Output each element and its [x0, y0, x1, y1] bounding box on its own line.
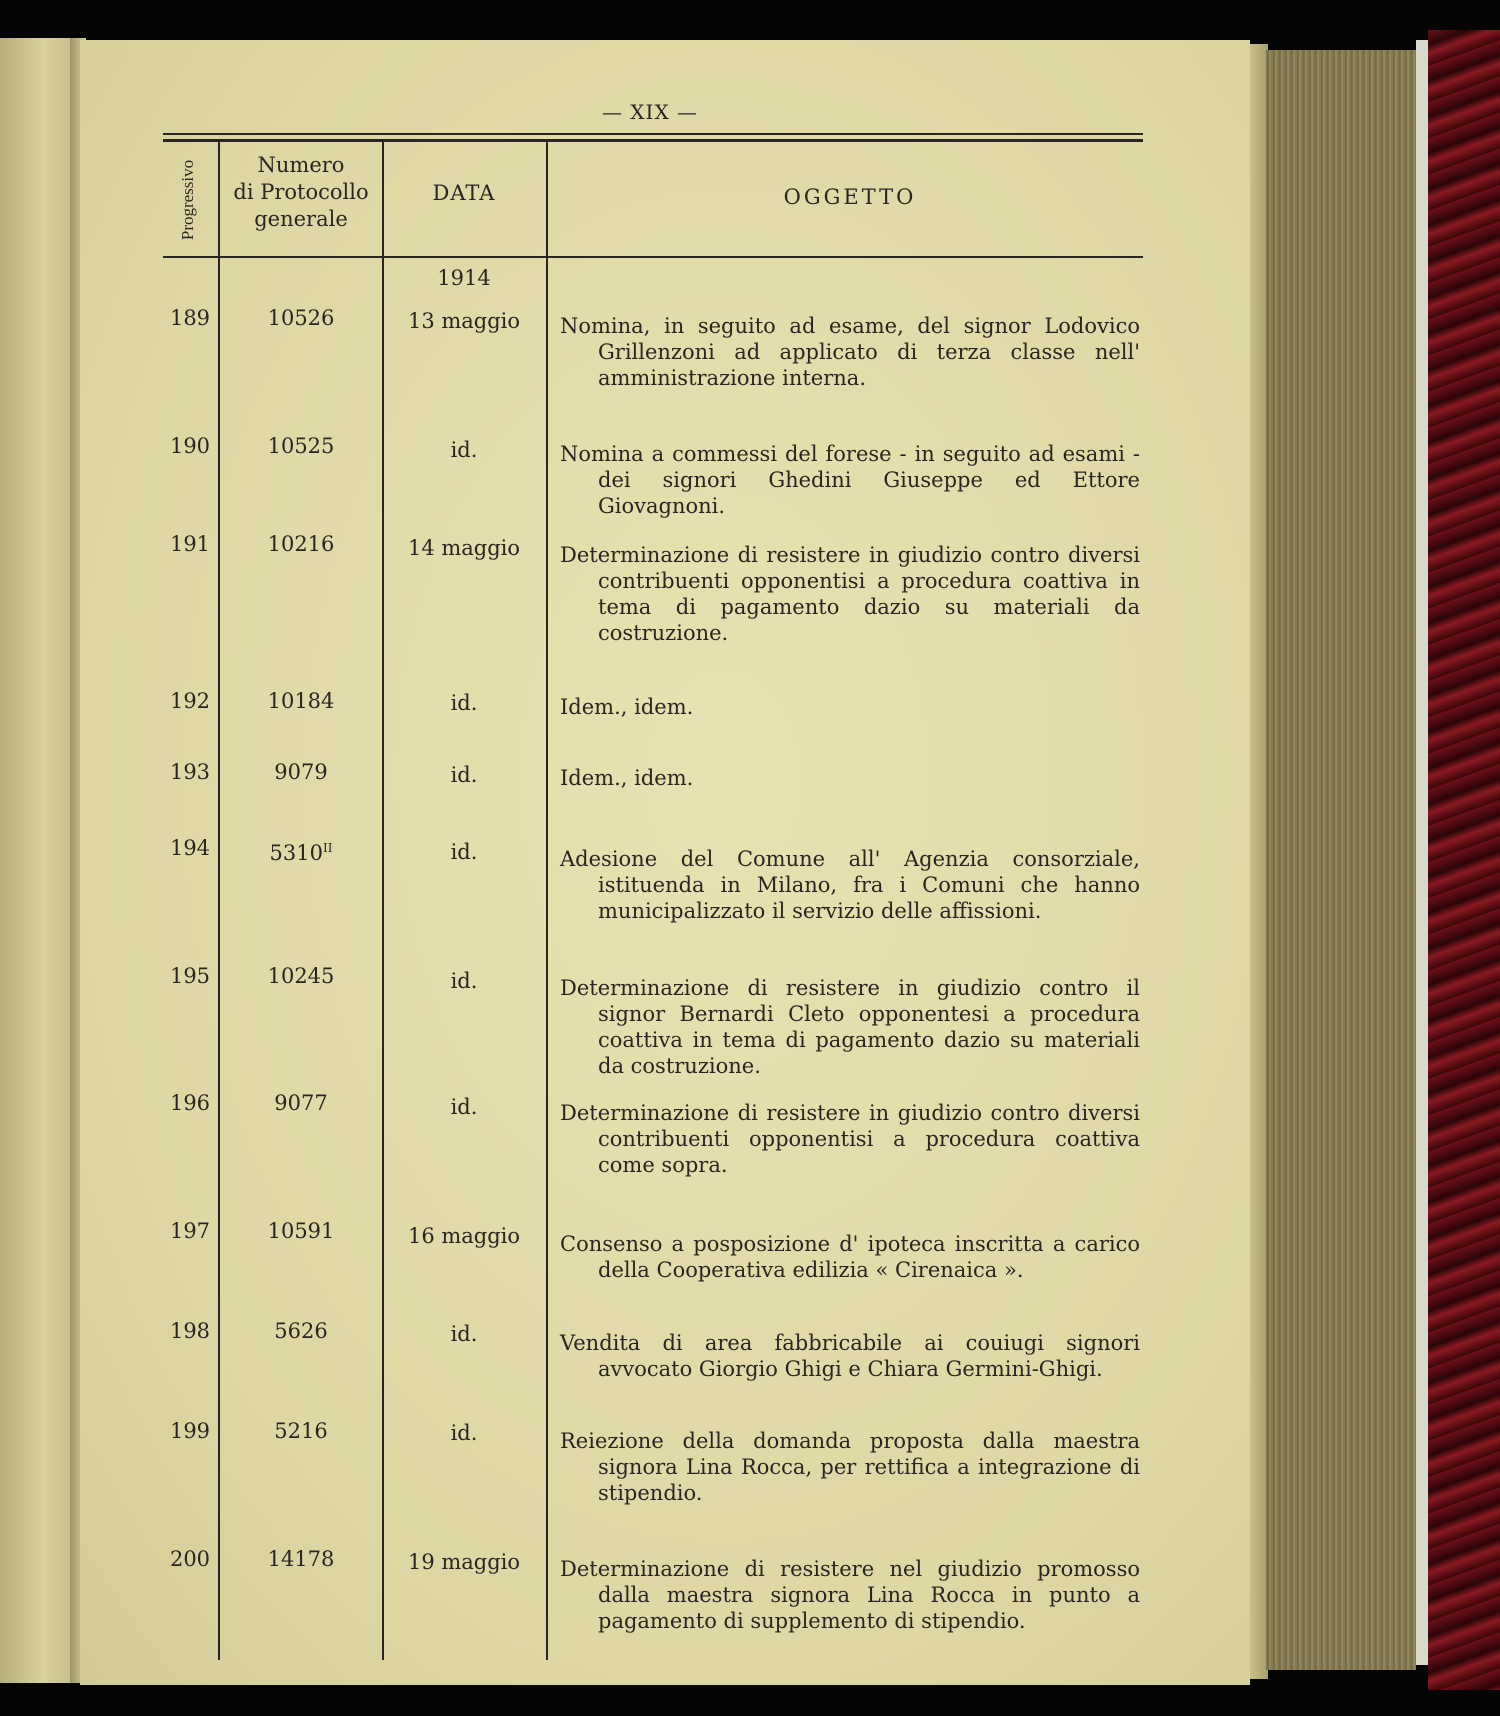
- row-progressivo: 191: [169, 532, 211, 556]
- row-protocol-number: [222, 835, 380, 866]
- row-object: Idem., idem.: [560, 766, 694, 790]
- year-label: 1914: [437, 266, 491, 290]
- row-progressivo: 196: [169, 1091, 211, 1115]
- row-object: Idem., idem.: [560, 695, 694, 719]
- header-data: DATA: [432, 181, 496, 205]
- row-date: 14 maggio: [407, 536, 521, 560]
- row-date: id.: [450, 691, 478, 715]
- row-object: Reiezione della domanda proposta dalla maestra signora Lina Rocca, per rettifica a integrazione di stipendio.: [560, 1429, 1140, 1505]
- row-protocol-number: 10245: [267, 964, 335, 988]
- row-protocol-number: 5626: [274, 1319, 328, 1343]
- row-protocol-number: 10216: [267, 532, 335, 556]
- header-numero-line2: di Protocollo: [233, 180, 369, 204]
- row-object: Adesione del Comune all' Agenzia consorziale, istituenda in Milano, fra i Comuni che hanno municipalizzato il servizio delle affissioni.: [560, 847, 1140, 923]
- header-numero: [222, 152, 380, 233]
- row-protocol-number: 10591: [267, 1219, 335, 1243]
- row-progressivo: 197: [169, 1219, 211, 1243]
- row-object: Determinazione di resistere in giudizio contro il signor Bernardi Cleto opponentesi a procedura coattiva in tema di pagamento dazio su materiali da costruzione.: [560, 976, 1140, 1078]
- row-date: id.: [450, 1322, 478, 1346]
- row-date: 16 maggio: [407, 1224, 521, 1248]
- row-date: id.: [450, 763, 478, 787]
- header-numero-line3: generale: [254, 207, 348, 231]
- left-page-edge: [0, 38, 78, 1683]
- header-rule: [163, 256, 1143, 258]
- book-page-stack: [1266, 50, 1416, 1670]
- row-date: 13 maggio: [407, 309, 521, 333]
- book-edge-light: [1416, 40, 1428, 1665]
- header-progressivo-label: Progressivo: [178, 159, 197, 241]
- page-number: — XIX —: [601, 100, 699, 124]
- row-protocol-number: 9079: [274, 760, 328, 784]
- header-numero-line1: Numero: [257, 153, 345, 177]
- row-protocol-number: 5216: [274, 1419, 328, 1443]
- row-protocol-number: 10525: [267, 434, 335, 458]
- row-protocol-number: 14178: [267, 1547, 335, 1571]
- row-date: id.: [450, 969, 478, 993]
- row-object: Determinazione di resistere in giudizio contro diversi contribuenti opponentisi a procedura coattiva in tema di pagamento dazio su materiali da costruzione.: [560, 543, 1140, 645]
- row-object: Nomina, in seguito ad esame, del signor Lodovico Grillenzoni ad applicato di terza classe nell' amministrazione interna.: [560, 314, 1140, 390]
- row-object: Determinazione di resistere in giudizio contro diversi contribuenti opponentisi a procedura coattiva come sopra.: [560, 1101, 1140, 1177]
- row-protocol-number-value: 5310: [269, 841, 323, 865]
- row-date: id.: [450, 840, 478, 864]
- book-cover: [1428, 30, 1500, 1690]
- row-object: Vendita di area fabbricabile ai couiugi signori avvocato Giorgio Ghigi e Chiara Germini-Ghigi.: [560, 1331, 1140, 1381]
- row-protocol-number: 10526: [267, 306, 335, 330]
- row-date: id.: [450, 1095, 478, 1119]
- row-progressivo: 194: [169, 836, 211, 860]
- column-divider: [546, 140, 548, 1660]
- row-progressivo: 195: [169, 964, 211, 988]
- top-rule: [163, 133, 1143, 135]
- row-date: 19 maggio: [407, 1550, 521, 1574]
- top-rule-thick: [163, 139, 1143, 142]
- row-date: id.: [450, 1421, 478, 1445]
- row-progressivo: 192: [169, 689, 211, 713]
- row-progressivo: 199: [169, 1419, 211, 1443]
- row-progressivo: 200: [169, 1547, 211, 1571]
- row-progressivo: 190: [169, 434, 211, 458]
- row-date: id.: [450, 438, 478, 462]
- row-object: Consenso a posposizione d' ipoteca inscritta a carico della Cooperativa edilizia « Cirenaica ».: [560, 1232, 1140, 1282]
- row-protocol-number: 10184: [267, 689, 335, 713]
- row-object: Nomina a commessi del forese - in seguito ad esami - dei signori Ghedini Giuseppe ed Ettore Giovagnoni.: [560, 442, 1140, 518]
- row-object: Determinazione di resistere nel giudizio promosso dalla maestra signora Lina Rocca in punto a pagamento di supplemento di stipendio.: [560, 1557, 1140, 1633]
- row-progressivo: 193: [169, 760, 211, 784]
- row-protocol-number: 9077: [274, 1091, 328, 1115]
- row-progressivo: 189: [169, 306, 211, 330]
- header-progressivo: [160, 150, 216, 250]
- header-oggetto: OGGETTO: [783, 185, 917, 209]
- row-protocol-number-suffix: II: [322, 841, 333, 855]
- row-progressivo: 198: [169, 1319, 211, 1343]
